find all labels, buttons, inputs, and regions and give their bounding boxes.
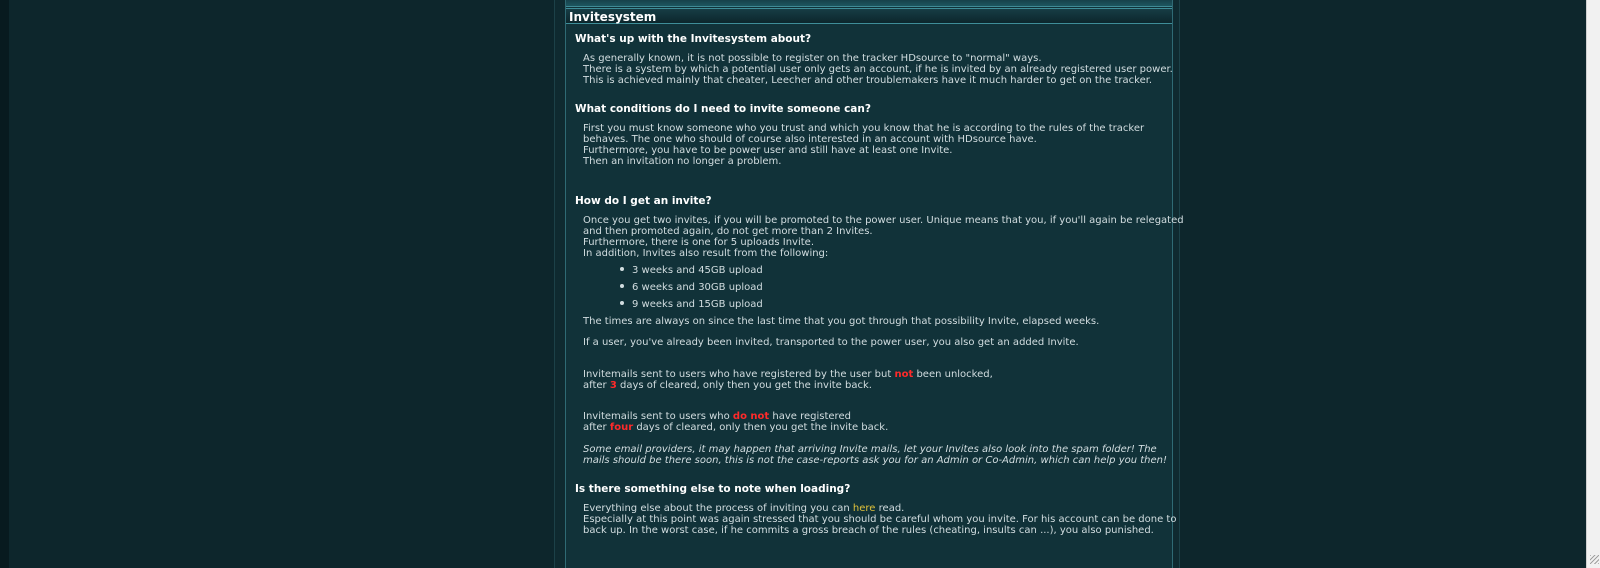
here-link[interactable]: here	[852, 503, 876, 514]
bullet-icon	[620, 284, 624, 288]
emphasis-text: do not	[732, 411, 770, 422]
faq-text-line: Everything else about the process of inviting you can here read.	[583, 503, 905, 514]
resize-grip-icon	[1590, 555, 1599, 564]
list-item: 6 weeks and 30GB upload	[620, 282, 763, 293]
vertical-scrollbar[interactable]	[1586, 0, 1600, 568]
faq-text-line: back up. In the worst case, if he commits a gross breach of the rules (cheating, insults can ...), you also punished.	[583, 525, 1154, 536]
emphasis-text: four	[609, 422, 634, 433]
faq-text-line: after 3 days of cleared, only then you get the invite back.	[583, 380, 872, 391]
spam-note-line: mails should be there soon, this is not the case-reports ask you for an Admin or Co-Admin, which can help you then!	[583, 455, 1168, 466]
faq-text-line: Invitemails sent to users who have registered by the user but not been unlocked,	[583, 369, 993, 380]
faq-text-line: This is achieved mainly that cheater, Leecher and other troublemakers have it much harder to get on the tracker.	[583, 75, 1153, 86]
faq-text-line: behaves. The one who should of course also interested in an account with HDsource have.	[583, 134, 1037, 145]
faq-text-line: If a user, you've already been invited, transported to the power user, you also get an added Invite.	[583, 337, 1079, 348]
faq-question: How do I get an invite?	[575, 195, 712, 207]
right-margin	[1180, 0, 1580, 568]
faq-text-line: In addition, Invites also result from the following:	[583, 248, 829, 259]
faq-text-line: Then an invitation no longer a problem.	[583, 156, 782, 167]
bullet-icon	[620, 301, 624, 305]
faq-text-line: Once you get two invites, if you will be promoted to the power user. Unique means that you, if you'll again be relegated	[583, 215, 1184, 226]
emphasis-text: 3	[609, 380, 617, 391]
faq-text-line: There is a system by which a potential user only gets an account, if he is invited by an already registered user power.	[583, 64, 1173, 75]
spam-note-line: Some email providers, it may happen that arriving Invite mails, let your Invites also look into the spam folder! The	[583, 444, 1157, 455]
bullet-icon	[620, 267, 624, 271]
faq-text-line: Invitemails sent to users who do not have registered	[583, 411, 851, 422]
faq-text-line: The times are always on since the last time that you got through that possibility Invite, elapsed weeks.	[583, 316, 1100, 327]
faq-question: What conditions do I need to invite someone can?	[575, 103, 871, 115]
emphasis-text: not	[894, 369, 914, 380]
faq-question: Is there something else to note when loading?	[575, 483, 851, 495]
panel-title: Invitesystem	[566, 8, 1172, 24]
list-item: 3 weeks and 45GB upload	[620, 265, 763, 276]
faq-text-line: after four days of cleared, only then you get the invite back.	[583, 422, 889, 433]
faq-text-line: Furthermore, you have to be power user and still have at least one Invite.	[583, 145, 953, 156]
faq-text-line: First you must know someone who you trust and which you know that he is according to the rules of the tracker	[583, 123, 1145, 134]
panel-top-band	[566, 0, 1172, 7]
left-margin	[0, 0, 9, 568]
faq-text-line: and then promoted again, do not get more than 2 Invites.	[583, 226, 873, 237]
list-item: 9 weeks and 15GB upload	[620, 299, 763, 310]
faq-text-line: Especially at this point was again stressed that you should be careful whom you invite. For his account can be done to	[583, 514, 1177, 525]
faq-text-line: As generally known, it is not possible to register on the tracker HDsource to "normal" ways.	[583, 53, 1042, 64]
faq-text-line: Furthermore, there is one for 5 uploads Invite.	[583, 237, 815, 248]
invitesystem-panel	[565, 0, 1184, 568]
faq-question: What's up with the Invitesystem about?	[575, 33, 812, 45]
